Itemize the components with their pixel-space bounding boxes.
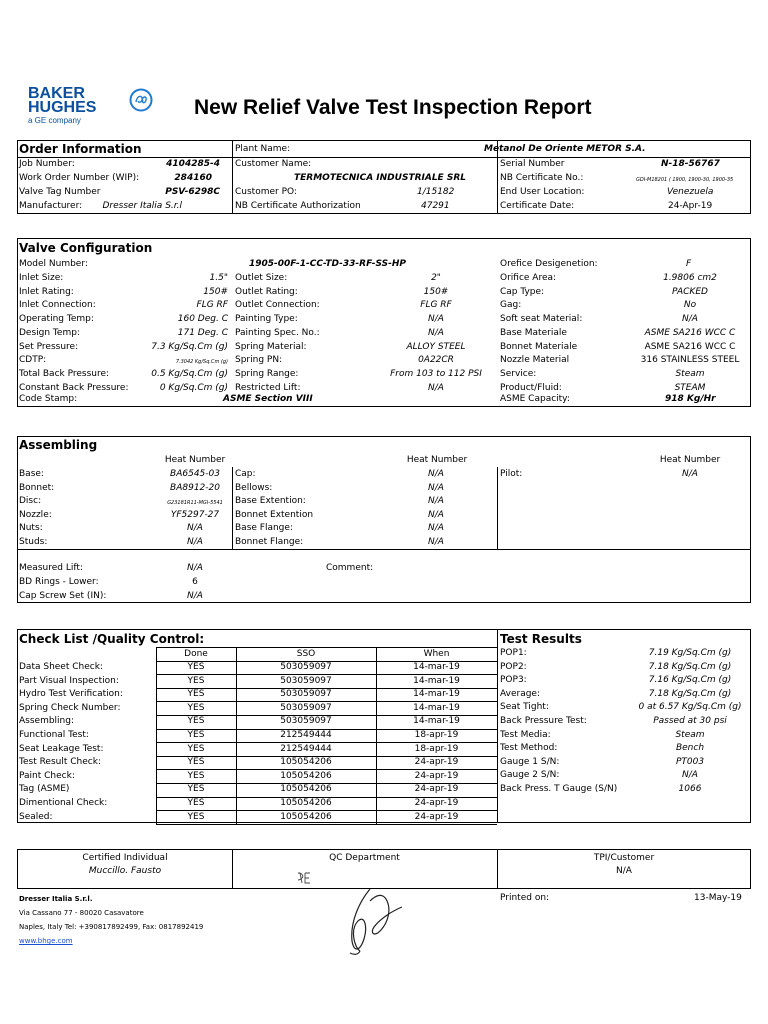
orefice-label: Orefice Desigenetion: xyxy=(500,259,598,269)
signature-mark xyxy=(330,881,430,957)
valve-left-value: 0 Kg/Sq.Cm (g) xyxy=(159,382,228,393)
footer-company: Dresser Italia S.r.l. xyxy=(19,895,93,903)
test-result-value: 1066 xyxy=(678,784,702,794)
assembling-part-label: Bellows: xyxy=(235,482,273,493)
nb-authorization-label: NB Certificate Authorization xyxy=(235,201,361,211)
valve-right-label: Cap Type: xyxy=(500,286,545,297)
assembling-section xyxy=(17,436,751,603)
checklist-item-label: Spring Check Number: xyxy=(19,702,121,713)
assembling-part-label: Nuts: xyxy=(19,523,43,534)
assembling-heat-value: G23181R11-MGI-5541 xyxy=(167,500,223,507)
checklist-done-value: YES xyxy=(187,770,205,781)
nb-certificate-label: NB Certificate No.: xyxy=(500,173,584,183)
checklist-sso-value: 503059097 xyxy=(280,716,332,727)
valve-middle-value: From 103 to 112 PSI xyxy=(390,368,482,379)
valve-tag-label: Valve Tag Number xyxy=(19,187,101,197)
test-result-label: Seat Tight: xyxy=(500,702,549,713)
checklist-done-value: YES xyxy=(187,689,205,700)
valve-middle-value: FLG RF xyxy=(420,300,452,311)
checklist-sso-value: 503059097 xyxy=(280,702,332,713)
checklist-done-value: YES xyxy=(187,730,205,740)
model-number-value: 1905-00F-1-CC-TD-33-RF-SS-HP xyxy=(249,259,407,269)
job-number-label: Job Number: xyxy=(19,159,75,169)
assembling-heat-value: BA8912-20 xyxy=(170,482,220,493)
checklist-sso-value: 503059097 xyxy=(280,689,332,700)
valve-right-value: STEAM xyxy=(674,382,706,393)
valve-left-value: 160 Deg. C xyxy=(177,314,228,325)
test-result-value: PT003 xyxy=(675,756,705,767)
bd-rings-value: 6 xyxy=(192,577,198,587)
test-result-label: POP3: xyxy=(500,675,527,686)
test-result-value: Passed at 30 psi xyxy=(653,716,727,726)
assembling-part-label: Studs: xyxy=(19,537,48,547)
assembling-part-label: Bonnet Flange: xyxy=(235,537,304,547)
test-result-label: Average: xyxy=(500,688,540,699)
measured-lift-value: N/A xyxy=(187,563,203,573)
valve-left-value: 171 Deg. C xyxy=(177,327,228,338)
customer-po-label: Customer PO: xyxy=(235,187,297,197)
test-result-value: 7.18 Kg/Sq.Cm (g) xyxy=(648,688,732,699)
printed-on-value: 13-May-19 xyxy=(694,893,742,903)
customer-name-label: Customer Name: xyxy=(235,159,312,169)
assembling-heat-value: N/A xyxy=(428,537,444,547)
test-result-value: 7.18 Kg/Sq.Cm (g) xyxy=(648,661,732,672)
code-stamp-value: ASME Section VIII xyxy=(223,394,313,404)
test-result-value: N/A xyxy=(682,770,698,781)
checklist-done-value: YES xyxy=(187,662,205,672)
tpi-customer-value: N/A xyxy=(616,866,632,876)
valve-right-value: No xyxy=(683,300,697,311)
assembling-heat-value: N/A xyxy=(428,496,444,507)
customer-name-value: TERMOTECNICA INDUSTRIALE SRL xyxy=(294,173,466,183)
valve-middle-label: Spring PN: xyxy=(235,355,283,366)
checklist-item-label: Functional Test: xyxy=(19,730,89,740)
checklist-item-label: Part Visual Inspection: xyxy=(19,675,119,686)
assembling-heat-value: N/A xyxy=(428,523,444,534)
test-result-value: 0 at 6.57 Kg/Sq.Cm (g) xyxy=(638,702,742,713)
wip-label: Work Order Number (WIP): xyxy=(19,173,140,183)
valve-right-label: Orifice Area: xyxy=(500,273,557,283)
valve-middle-label: Restricted Lift: xyxy=(235,382,301,393)
code-stamp-label: Code Stamp: xyxy=(19,394,78,404)
serial-number-label: Serial Number xyxy=(500,159,565,169)
checklist-done-value: YES xyxy=(187,675,205,686)
assembling-part-label: Base: xyxy=(19,469,44,479)
checklist-when-value: 24-apr-19 xyxy=(414,811,459,822)
logo-text-baker: BAKER xyxy=(28,85,85,102)
valve-middle-label: Outlet Connection: xyxy=(235,300,320,311)
valve-left-value: 7.3 Kg/Sq.Cm (g) xyxy=(151,341,228,352)
bd-rings-label: BD Rings - Lower: xyxy=(19,577,99,587)
test-result-label: Test Method: xyxy=(500,743,558,754)
qc-department-label: QC Department xyxy=(329,853,400,863)
order-information-heading: Order Information xyxy=(19,142,142,156)
checklist-when-value: 18-apr-19 xyxy=(414,743,459,754)
valve-middle-value: ALLOY STEEL xyxy=(406,341,466,352)
serial-number-value: N-18-56767 xyxy=(661,159,720,169)
test-result-value: 7.16 Kg/Sq.Cm (g) xyxy=(648,675,732,686)
heat-number-header-3: Heat Number xyxy=(659,455,721,465)
orefice-value: F xyxy=(686,259,692,269)
certificate-date-value: 24-Apr-19 xyxy=(668,201,713,211)
checklist-sso-value: 105054206 xyxy=(280,811,332,822)
done-column-header: Done xyxy=(184,649,208,659)
test-result-value: Steam xyxy=(675,729,705,740)
assembling-heat-value: BA6545-03 xyxy=(170,469,220,479)
footer-city: Naples, Italy Tel: +390817892499, Fax: 0817892419 xyxy=(19,923,204,931)
valve-middle-label: Painting Type: xyxy=(235,314,298,325)
checklist-sso-value: 105054206 xyxy=(280,784,332,795)
end-user-value: Venezuela xyxy=(667,187,714,197)
checklist-item-label: Data Sheet Check: xyxy=(19,662,103,672)
valve-right-label: Service: xyxy=(500,368,537,379)
valve-middle-value: 2" xyxy=(431,273,441,283)
pilot-value: N/A xyxy=(682,469,698,479)
checklist-done-value: YES xyxy=(187,743,205,754)
checklist-when-value: 14-mar-19 xyxy=(413,662,460,672)
valve-left-label: Inlet Size: xyxy=(19,273,64,283)
test-result-label: Back Pressure Test: xyxy=(500,716,587,726)
assembling-part-label: Nozzle: xyxy=(19,509,52,520)
nb-certificate-value: GDI-M18201 ( 1900, 1900-30, 1900-35 xyxy=(636,177,734,183)
assembling-heat-value: YF5297-27 xyxy=(170,509,220,520)
valve-configuration-heading: Valve Configuration xyxy=(19,241,153,255)
valve-middle-label: Outlet Size: xyxy=(235,273,288,283)
assembling-part-label: Base Flange: xyxy=(235,523,293,534)
checklist-item-label: Test Result Check: xyxy=(19,757,101,768)
valve-left-label: Set Pressure: xyxy=(19,341,79,352)
assembling-part-label: Bonnet: xyxy=(19,482,55,493)
end-user-label: End User Location: xyxy=(500,187,585,197)
checklist-item-label: Sealed: xyxy=(19,811,53,822)
ge-monogram-icon xyxy=(129,88,153,112)
logo-text-hughes: HUGHES xyxy=(28,99,97,116)
checklist-item-label: Paint Check: xyxy=(19,770,75,781)
checklist-done-value: YES xyxy=(187,784,205,795)
certified-individual-label: Certified Individual xyxy=(82,853,168,863)
valve-left-value: 7.3042 Kg/Sq.Cm (g) xyxy=(175,359,228,366)
checklist-done-value: YES xyxy=(187,716,205,727)
assembling-part-label: Disc: xyxy=(19,496,42,507)
heat-number-header-2: Heat Number xyxy=(406,455,468,465)
test-results-heading: Test Results xyxy=(500,632,582,646)
valve-right-label: Gag: xyxy=(500,300,522,311)
valve-left-label: Constant Back Pressure: xyxy=(19,382,129,393)
pilot-label: Pilot: xyxy=(500,469,523,479)
valve-middle-value: 150# xyxy=(423,286,449,297)
valve-left-label: Inlet Connection: xyxy=(19,300,96,311)
assembling-heat-value: N/A xyxy=(428,509,444,520)
asme-capacity-value: 918 Kg/Hr xyxy=(665,394,716,404)
checklist-item-label: Assembling: xyxy=(19,716,75,727)
footer-address: Via Cassano 77 - 80020 Casavatore xyxy=(19,909,144,917)
valve-left-label: Design Temp: xyxy=(19,327,80,338)
valve-right-value: PACKED xyxy=(672,286,708,297)
footer-website-link[interactable]: www.bhge.com xyxy=(19,937,73,945)
asme-capacity-label: ASME Capacity: xyxy=(500,394,570,404)
test-result-label: Test Media: xyxy=(500,729,551,740)
customer-po-value: 1/15182 xyxy=(417,187,455,197)
checklist-sso-value: 105054206 xyxy=(280,770,332,781)
company-logo xyxy=(26,86,156,128)
valve-middle-value: N/A xyxy=(428,382,444,393)
valve-right-value: N/A xyxy=(682,314,698,325)
checklist-sso-value: 105054206 xyxy=(280,757,332,768)
manufacturer-value: Dresser Italia S.r.l xyxy=(102,201,182,211)
valve-left-label: Inlet Rating: xyxy=(19,286,74,297)
logo-tagline: a GE company xyxy=(28,116,81,125)
checklist-sso-value: 105054206 xyxy=(280,798,332,808)
checklist-done-value: YES xyxy=(187,757,205,768)
valve-middle-label: Spring Range: xyxy=(235,368,299,379)
checklist-item-label: Dimentional Check: xyxy=(19,798,108,808)
valve-right-value: Steam xyxy=(675,368,705,379)
plant-name-value: Metanol De Oriente METOR S.A. xyxy=(484,144,646,154)
valve-right-label: Product/Fluid: xyxy=(500,382,562,393)
checklist-item-label: Hydro Test Verification: xyxy=(19,689,123,700)
valve-right-label: Soft seat Material: xyxy=(500,314,583,325)
checklist-sso-value: 212549444 xyxy=(280,743,332,754)
valve-right-value: 316 STAINLESS STEEL xyxy=(640,355,740,366)
checklist-sso-value: 212549444 xyxy=(280,730,332,740)
checklist-sso-value: 503059097 xyxy=(280,662,332,672)
checklist-when-value: 18-apr-19 xyxy=(414,730,459,740)
valve-middle-label: Spring Material: xyxy=(235,341,307,352)
nb-authorization-value: 47291 xyxy=(421,201,450,211)
wip-value: 284160 xyxy=(174,173,212,183)
certificate-date-label: Certificate Date: xyxy=(500,201,575,211)
assembling-heat-value: N/A xyxy=(187,537,203,547)
test-result-value: 7.19 Kg/Sq.Cm (g) xyxy=(648,648,732,658)
certified-individual-value: Muccillo. Fausto xyxy=(88,866,162,876)
assembling-part-label: Bonnet Extention xyxy=(235,509,314,520)
test-result-label: Back Press. T Gauge (S/N) xyxy=(500,784,618,794)
checklist-when-value: 14-mar-19 xyxy=(413,689,460,700)
valve-middle-value: N/A xyxy=(428,327,444,338)
valve-left-value: 1.5" xyxy=(209,273,228,283)
checklist-when-value: 24-apr-19 xyxy=(414,798,459,808)
assembling-heat-value: N/A xyxy=(428,469,444,479)
checklist-when-value: 14-mar-19 xyxy=(413,702,460,713)
valve-tag-value: PSV-6298C xyxy=(165,187,220,197)
checklist-done-value: YES xyxy=(187,811,205,822)
when-column-header: When xyxy=(423,649,450,659)
valve-left-label: Total Back Pressure: xyxy=(19,368,110,379)
valve-left-value: 0.5 Kg/Sq.Cm (g) xyxy=(151,368,228,379)
valve-right-label: Nozzle Material xyxy=(500,355,570,366)
test-result-label: Gauge 1 S/N: xyxy=(500,756,560,767)
checklist-when-value: 14-mar-19 xyxy=(413,675,460,686)
valve-right-value: 1.9806 cm2 xyxy=(663,273,717,283)
cap-screw-label: Cap Screw Set (IN): xyxy=(19,591,107,601)
page-title: New Relief Valve Test Inspection Report xyxy=(194,96,592,119)
checklist-sso-value: 503059097 xyxy=(280,675,332,686)
qc-stamp xyxy=(290,867,450,957)
test-result-label: Gauge 2 S/N: xyxy=(500,770,560,781)
checklist-when-value: 24-apr-19 xyxy=(414,784,459,795)
valve-left-label: Operating Temp: xyxy=(19,314,94,325)
plant-name-label: Plant Name: xyxy=(235,144,291,154)
valve-left-value: FLG RF xyxy=(196,300,228,311)
checklist-done-value: YES xyxy=(187,702,205,713)
valve-right-label: Bonnet Materiale xyxy=(500,341,578,352)
valve-middle-value: 0A22CR xyxy=(418,355,454,366)
valve-left-value: 150# xyxy=(203,286,228,297)
heat-number-header-1: Heat Number xyxy=(164,455,226,465)
tpi-customer-label: TPI/Customer xyxy=(593,853,655,863)
test-result-value: Bench xyxy=(675,743,705,754)
valve-middle-label: Outlet Rating: xyxy=(235,286,298,297)
job-number-value: 4104285-4 xyxy=(166,159,220,169)
measured-lift-label: Measured Lift: xyxy=(19,563,83,573)
sso-column-header: SSO xyxy=(296,649,316,659)
comment-label: Comment: xyxy=(326,563,374,573)
valve-right-value: ASME SA216 WCC C xyxy=(644,341,736,352)
manufacturer-label: Manufacturer: xyxy=(19,201,83,211)
checklist-item-label: Seat Leakage Test: xyxy=(19,743,104,754)
printed-on-label: Printed on: xyxy=(500,893,550,903)
checklist-done-value: YES xyxy=(187,798,205,808)
assembling-part-label: Base Extention: xyxy=(235,496,306,507)
valve-right-value: ASME SA216 WCC C xyxy=(644,327,736,338)
checklist-when-value: 14-mar-19 xyxy=(413,716,460,727)
cap-screw-value: N/A xyxy=(187,591,203,601)
valve-right-label: Base Materiale xyxy=(500,327,567,338)
checklist-heading: Check List /Quality Control: xyxy=(19,632,205,646)
assembling-heat-value: N/A xyxy=(428,482,444,493)
test-result-label: POP1: xyxy=(500,648,527,658)
model-number-label: Model Number: xyxy=(19,259,88,269)
test-result-label: POP2: xyxy=(500,661,527,672)
valve-middle-label: Painting Spec. No.: xyxy=(235,327,320,338)
assembling-heading: Assembling xyxy=(19,438,98,452)
checklist-when-value: 24-apr-19 xyxy=(414,770,459,781)
valve-middle-value: N/A xyxy=(428,314,444,325)
checklist-when-value: 24-apr-19 xyxy=(414,757,459,768)
valve-left-label: CDTP: xyxy=(19,355,47,366)
checklist-item-label: Tag (ASME) xyxy=(19,784,70,795)
assembling-heat-value: N/A xyxy=(187,523,203,534)
assembling-part-label: Cap: xyxy=(235,469,256,479)
